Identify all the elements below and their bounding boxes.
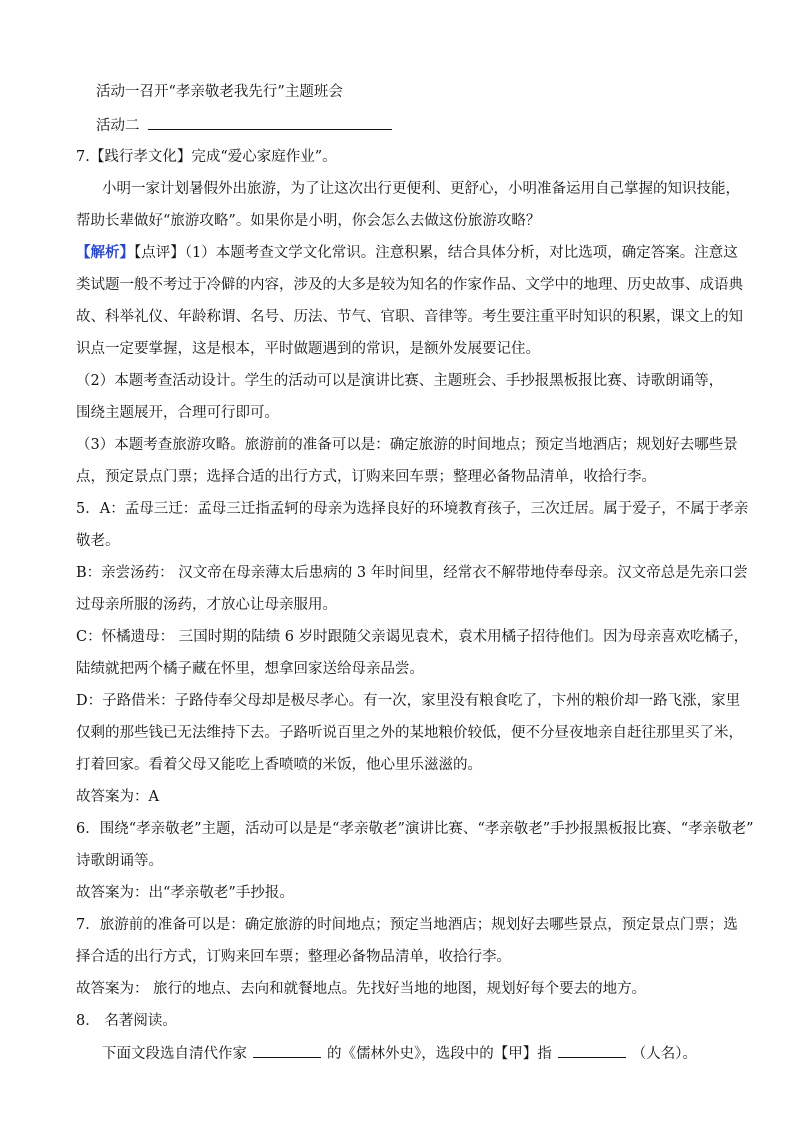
answer-5-b-line-2: 过母亲所服的汤药，才放心让母亲服用。: [76, 597, 337, 613]
answer-5-d-line-1: D：子路借米：子路侍奉父母却是极尽孝心。有一次，家里没有粮食吃了，卞州的粮价却一路飞涨，家里: [76, 693, 741, 709]
analysis-line-2: 类试题一般不考过于冷僻的内容，涉及的大多是较为知名的作家作品、文学中的地理、历史故事、成语典: [76, 277, 743, 293]
activity-two-blank[interactable]: [148, 115, 392, 130]
person-name-blank[interactable]: [558, 1043, 626, 1058]
analysis-2-line-1: （2）本题考查活动设计。学生的活动可以是演讲比赛、主题班会、手抄报黑板报比赛、诗歌朗诵等，: [76, 373, 724, 389]
activity-two-label: 活动二: [96, 118, 140, 134]
analysis-2-line-2: 围绕主题展开，合理可行即可。: [76, 405, 279, 421]
question-8-prompt: [102, 1043, 762, 1064]
answer-5-a-line-1: 5．A：孟母三迁：孟母三迁指孟轲的母亲为选择良好的环境教育孩子，三次迁居。属于爱子，不属于孝亲: [76, 501, 749, 517]
analysis-3-line-2: 点，预定景点门票；选择合适的出行方式，订购来回车票；整理必备物品清单，收拾行李。: [76, 469, 656, 485]
answer-5-c-line-1: C：怀橘遗母： 三国时期的陆绩 6 岁时跟随父亲谒见袁术，袁术用橘子招待他们。因为母亲喜欢吃橘子，: [76, 629, 749, 645]
author-blank[interactable]: [253, 1043, 321, 1058]
question-7-heading: 7.【践行孝文化】完成“爱心家庭作业”。: [76, 149, 337, 165]
answer-7-line-2: 择合适的出行方式，订购来回车票；整理必备物品清单，收拾行李。: [76, 949, 511, 965]
answer-7-line-1: 7．旅游前的准备可以是：确定旅游的时间地点；预定当地酒店；规划好去哪些景点，预定景点门票；选: [76, 917, 738, 933]
analysis-line-1: [76, 243, 736, 263]
question-8-prompt-part-1: 下面文段选自清代作家: [102, 1046, 247, 1062]
question-8-heading: 8． 名著阅读。: [76, 1013, 177, 1029]
question-8-prompt-part-2: 的《儒林外史》，选段中的【甲】指: [327, 1046, 552, 1062]
answer-6-line-1: 6．围绕“孝亲敬老”主题，活动可以是是“孝亲敬老”演讲比赛、“孝亲敬老”手抄报黑板报比赛、“孝亲敬老”: [76, 821, 754, 837]
answer-6-result: 故答案为：出“孝亲敬老”手抄报。: [76, 885, 294, 901]
analysis-tag: 【解析】: [76, 244, 134, 261]
answer-5-result: 故答案为：A: [76, 789, 159, 805]
activity-one-line: 活动一召开“孝亲敬老我先行”主题班会: [96, 84, 343, 100]
answer-5-b-line-1: B：亲尝汤药： 汉文帝在母亲薄太后患病的 3 年时间里，经常衣不解带地侍奉母亲。汉文帝总是先亲口尝: [76, 565, 748, 581]
activity-two-line: [96, 115, 756, 136]
question-7-prompt-line-1: 小明一家计划暑假外出旅游，为了让这次出行更便利、更舒心，小明准备运用自己掌握的知识技能，: [102, 181, 740, 197]
answer-5-a-line-2: 敬老。: [76, 533, 120, 549]
question-8-prompt-part-3: （人名）。: [631, 1046, 697, 1062]
answer-5-d-line-3: 打着回家。看着父母又能吃上香喷喷的米饭，他心里乐滋滋的。: [76, 757, 482, 773]
analysis-3-line-1: （3）本题考查旅游攻略。旅游前的准备可以是：确定旅游的时间地点；预定当地酒店；规划好去哪些景: [76, 437, 738, 453]
analysis-line-1-text: 【点评】（1）本题考查文学文化常识。注意积累，结合具体分析，对比选项，确定答案。注意这: [134, 245, 738, 261]
answer-6-line-2: 诗歌朗诵等。: [76, 853, 163, 869]
analysis-line-3: 故、科举礼仪、年龄称谓、名号、历法、节气、官职、音律等。考生要注重平时知识的积累，课文上的知: [76, 309, 743, 325]
answer-5-c-line-2: 陆绩就把两个橘子藏在怀里，想拿回家送给母亲品尝。: [76, 661, 424, 677]
answer-5-d-line-2: 仅剩的那些钱已无法维持下去。子路听说百里之外的某地粮价较低，便不分昼夜地亲自赶往那里买了米，: [76, 725, 743, 741]
analysis-line-4: 识点一定要掌握，这是根本，平时做题遇到的常识，是额外发展要记住。: [76, 341, 540, 357]
question-7-prompt-line-2: 帮助长辈做好“旅游攻略”。如果你是小明，你会怎么去做这份旅游攻略？: [76, 213, 541, 229]
answer-7-result: 故答案为： 旅行的地点、去向和就餐地点。先找好当地的地图，规划好每个要去的地方。: [76, 981, 647, 997]
